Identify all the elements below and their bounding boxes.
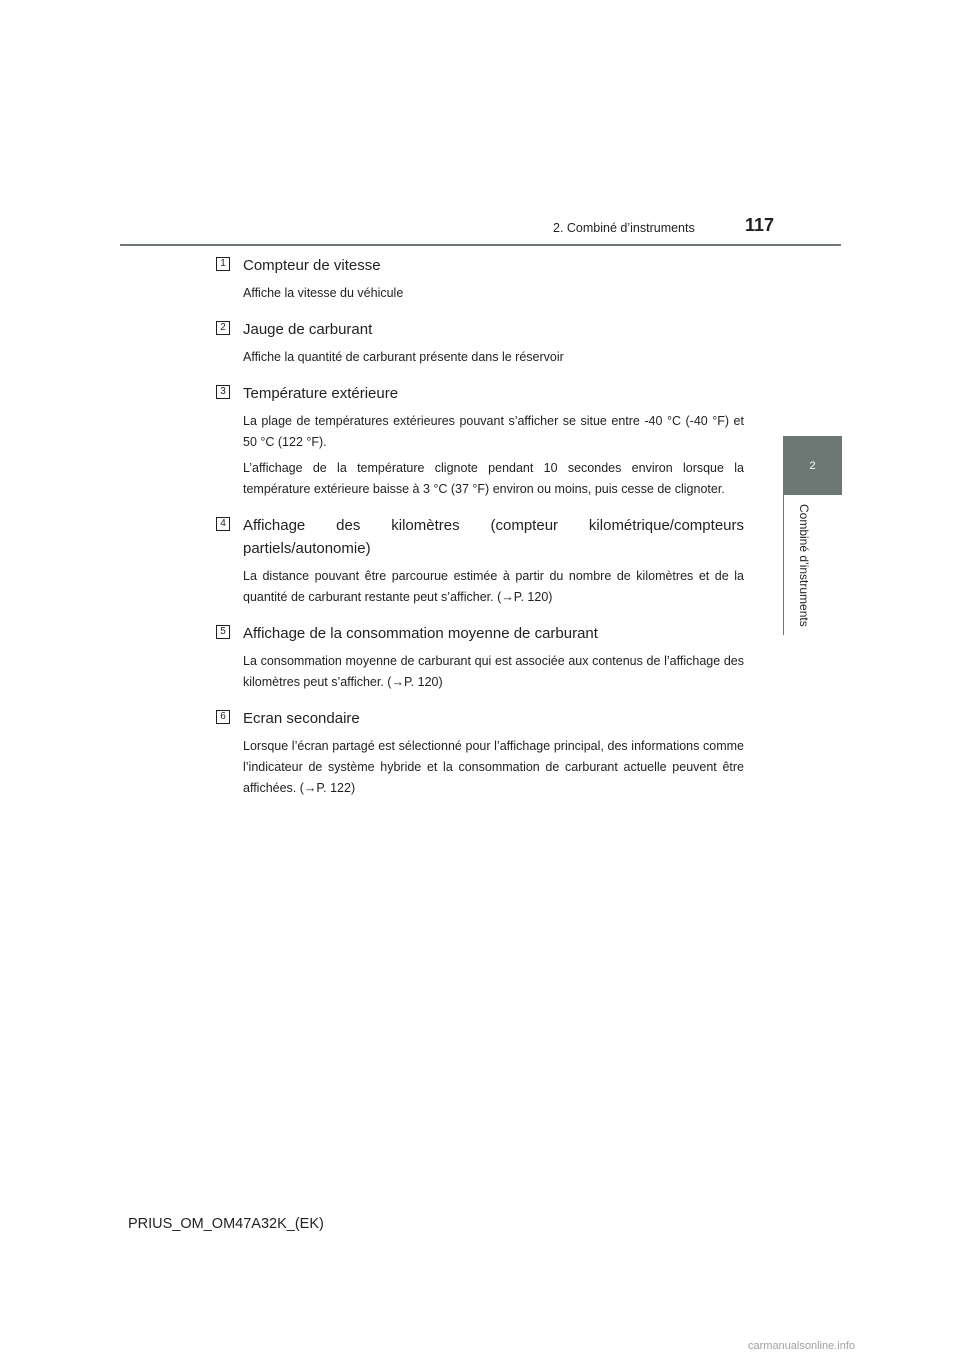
- item-number-badge: 2: [216, 321, 230, 335]
- item-title: Affichage de la consommation moyenne de carburant: [243, 625, 598, 642]
- footer-document-code: PRIUS_OM_OM47A32K_(EK): [128, 1216, 324, 1232]
- item-description: La distance pouvant être parcourue estimée à partir du nombre de kilomètres et de la quantité de carburant restante peut s’afficher. (→P. 120): [243, 569, 744, 604]
- item-description: Affiche la vitesse du véhicule: [243, 286, 404, 300]
- item-average-fuel-consumption: [216, 622, 744, 693]
- side-tab-number: 2: [783, 436, 842, 495]
- item-description: La consommation moyenne de carburant qui est associée aux contenus de l’affichage des kilomètres peut s’afficher. (→P. 120): [243, 654, 744, 689]
- item-description: Affiche la quantité de carburant présente dans le réservoir: [243, 350, 564, 364]
- item-title: Ecran secondaire: [243, 710, 360, 727]
- page-number: 117: [745, 215, 775, 235]
- item-number-badge: 1: [216, 257, 230, 271]
- item-title: Température extérieure: [243, 385, 399, 402]
- item-number-badge: 3: [216, 385, 230, 399]
- item-number-badge: 5: [216, 625, 230, 639]
- item-title: Jauge de carburant: [243, 321, 373, 338]
- item-description: L’affichage de la température clignote pendant 10 secondes environ lorsque la température extérieure baisse à 3 °C (37 °F) environ ou moins, puis cesse de clignoter.: [243, 461, 744, 496]
- item-description: La plage de températures extérieures pouvant s’afficher se situe entre -40 °C (-40 °F) et 50 °C (122 °F).: [243, 414, 744, 449]
- item-list: [216, 254, 744, 799]
- item-odometer-display: [216, 514, 744, 608]
- header-section-title: 2. Combiné d’instruments: [553, 221, 695, 235]
- item-outside-temperature: [216, 382, 744, 500]
- item-title: Affichage des kilomètres (compteur kilométrique/compteurs partiels/autonomie): [243, 517, 744, 557]
- side-tab-label: Combiné d’instruments: [797, 504, 811, 627]
- item-description: Lorsque l’écran partagé est sélectionné pour l’affichage principal, des informations comme l’indicateur de système hybride et la consommation de carburant actuelle peuvent être affichées. (→P. 122): [243, 739, 744, 795]
- item-secondary-screen: [216, 707, 744, 799]
- item-title: Compteur de vitesse: [243, 257, 381, 274]
- item-number-badge: 6: [216, 710, 230, 724]
- item-number-badge: 4: [216, 517, 230, 531]
- side-tab-rule: [783, 495, 784, 635]
- item-fuel-gauge: [216, 318, 744, 368]
- item-speedometer: [216, 254, 744, 304]
- header-rule: [120, 244, 841, 246]
- watermark: carmanualsonline.info: [748, 1340, 856, 1352]
